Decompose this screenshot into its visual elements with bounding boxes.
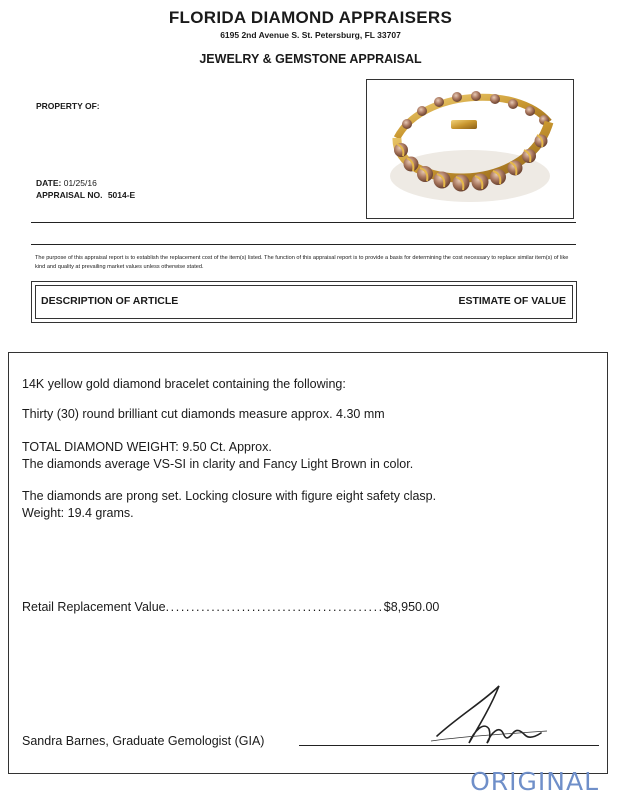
appraisal-no-value: 5014-E bbox=[107, 190, 136, 200]
original-stamp: ORIGINAL bbox=[470, 767, 599, 796]
signer-name: Sandra Barnes, Graduate Gemologist (GIA) bbox=[22, 734, 265, 748]
company-name: FLORIDA DIAMOND APPRAISERS bbox=[168, 8, 453, 27]
date-value: 01/25/16 bbox=[63, 178, 97, 188]
description-line-1: 14K yellow gold diamond bracelet containing the following: bbox=[22, 377, 346, 391]
retail-value-row bbox=[22, 599, 439, 616]
retail-value-label: Retail Replacement Value bbox=[22, 600, 166, 614]
appraisal-no-label: APPRAISAL NO. bbox=[36, 190, 103, 200]
company-address: 6195 2nd Avenue S. St. Petersburg, FL 33707 bbox=[220, 30, 401, 40]
description-line-2: Thirty (30) round brilliant cut diamonds measure approx. 4.30 mm bbox=[22, 407, 385, 421]
rule-line-1 bbox=[31, 222, 576, 223]
document-title: JEWELRY & GEMSTONE APPRAISAL bbox=[199, 52, 422, 66]
appraisal-row bbox=[36, 190, 135, 200]
description-line-4: The diamonds average VS-SI in clarity and Fancy Light Brown in color. bbox=[22, 457, 414, 471]
estimate-of-value-label: ESTIMATE OF VALUE bbox=[458, 295, 566, 307]
bracelet-photo bbox=[366, 79, 574, 219]
handwritten-signature bbox=[429, 681, 549, 751]
description-line-5: The diamonds are prong set. Locking closure with figure eight safety clasp. bbox=[22, 489, 437, 503]
date-label: DATE: bbox=[36, 178, 62, 188]
property-of-label: PROPERTY OF: bbox=[36, 101, 100, 111]
description-line-3: TOTAL DIAMOND WEIGHT: 9.50 Ct. Approx. bbox=[22, 440, 272, 454]
retail-value-leader: ........................................... bbox=[165, 600, 384, 614]
rule-line-2 bbox=[31, 244, 576, 245]
section-header-inner bbox=[35, 285, 573, 319]
retail-value-amount: $8,950.00 bbox=[383, 600, 440, 614]
description-box bbox=[8, 352, 608, 774]
bracelet-image-icon bbox=[367, 80, 573, 218]
section-header-box bbox=[31, 281, 577, 323]
date-row bbox=[36, 178, 97, 188]
description-of-article-label: DESCRIPTION OF ARTICLE bbox=[41, 295, 179, 307]
description-line-6: Weight: 19.4 grams. bbox=[22, 506, 134, 520]
purpose-statement: The purpose of this appraisal report is to establish the replacement cost of the item(s) listed. The function of this appraisal report is to provide a basis for determining the cost necessary to replace similar item(s) of like kind and quality at prevailing market values unless otherwise stated. bbox=[35, 255, 569, 270]
